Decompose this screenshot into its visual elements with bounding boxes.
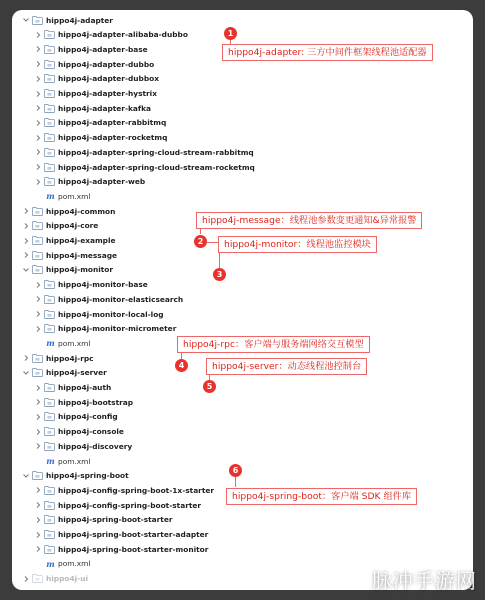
tree-file-row[interactable] <box>12 189 473 203</box>
chevron-right-icon[interactable] <box>22 574 30 584</box>
folder-icon <box>44 310 55 319</box>
tree-folder-row[interactable] <box>12 278 473 292</box>
tree-folder-row[interactable] <box>12 439 473 453</box>
folder-icon <box>44 383 55 392</box>
tree-folder-row[interactable] <box>12 322 473 336</box>
tree-item-label: hippo4j-config-spring-boot-1x-starter <box>58 485 215 495</box>
annotation-badge-5: 5 <box>203 380 216 393</box>
folder-icon <box>44 427 55 436</box>
annotation-badge-1: 1 <box>224 27 237 40</box>
folder-icon <box>44 89 55 98</box>
tree-folder-row[interactable] <box>12 28 473 42</box>
tree-folder-row[interactable] <box>12 145 473 159</box>
tree-item-label: hippo4j-adapter-spring-cloud-stream-rabbitmq <box>58 147 254 157</box>
folder-icon <box>44 486 55 495</box>
annotation-badge-3: 3 <box>213 268 226 281</box>
tree-folder-row[interactable] <box>12 175 473 189</box>
folder-icon <box>32 207 43 216</box>
chevron-right-icon[interactable] <box>34 441 42 451</box>
folder-icon <box>44 118 55 127</box>
folder-icon <box>32 471 43 480</box>
folder-icon <box>44 398 55 407</box>
tree-item-label: hippo4j-common <box>46 206 116 216</box>
tree-item-label: hippo4j-monitor-base <box>58 280 148 290</box>
maven-file-icon: m <box>46 191 55 202</box>
tree-item-label: pom.xml <box>58 559 91 569</box>
chevron-right-icon[interactable] <box>34 383 42 393</box>
folder-icon <box>44 545 55 554</box>
folder-icon <box>32 236 43 245</box>
tree-folder-row[interactable] <box>12 381 473 395</box>
tree-item-label: hippo4j-server <box>46 368 107 378</box>
folder-icon <box>44 148 55 157</box>
chevron-right-icon[interactable] <box>34 162 42 172</box>
tree-file-row[interactable] <box>12 454 473 468</box>
tree-spacer <box>34 191 42 201</box>
tree-spacer <box>34 559 42 569</box>
tree-item-label: hippo4j-monitor-elasticsearch <box>58 294 184 304</box>
tree-folder-row[interactable] <box>12 410 473 424</box>
tree-item-label: hippo4j-adapter-kafka <box>58 103 152 113</box>
chevron-right-icon[interactable] <box>34 530 42 540</box>
chevron-right-icon[interactable] <box>22 353 30 363</box>
annotation-box-6: hippo4j-spring-boot：客户端 SDK 组件库 <box>226 488 417 505</box>
tree-folder-row[interactable] <box>12 395 473 409</box>
tree-folder-row[interactable] <box>12 263 473 277</box>
tree-item-label: hippo4j-adapter <box>46 15 113 25</box>
tree-item-label: hippo4j-adapter-dubbo <box>58 59 155 69</box>
chevron-right-icon[interactable] <box>34 44 42 54</box>
folder-icon <box>44 74 55 83</box>
tree-item-label: hippo4j-console <box>58 427 124 437</box>
tree-spacer <box>34 338 42 348</box>
folder-icon <box>44 177 55 186</box>
annotation-connector-2 <box>200 228 201 234</box>
annotation-box-4: hippo4j-rpc：客户端与服务端网络交互模型 <box>177 336 370 353</box>
chevron-right-icon[interactable] <box>34 427 42 437</box>
annotation-box-3: hippo4j-monitor：线程池监控模块 <box>218 236 377 253</box>
folder-icon <box>32 574 43 583</box>
maven-file-icon: m <box>46 558 55 569</box>
folder-icon <box>44 60 55 69</box>
folder-icon <box>32 368 43 377</box>
chevron-down-icon[interactable] <box>22 368 30 378</box>
annotation-connector-6 <box>235 477 236 487</box>
chevron-right-icon[interactable] <box>34 89 42 99</box>
tree-item-label: hippo4j-adapter-base <box>58 44 148 54</box>
annotation-connector-4 <box>181 352 182 359</box>
folder-icon <box>44 324 55 333</box>
annotation-badge-4: 4 <box>175 359 188 372</box>
tree-item-label: hippo4j-adapter-hystrix <box>58 89 157 98</box>
chevron-right-icon[interactable] <box>34 59 42 69</box>
chevron-right-icon[interactable] <box>34 177 42 187</box>
folder-icon <box>44 515 55 524</box>
tree-item-label: hippo4j-adapter-dubbox <box>58 74 159 84</box>
tree-item-label: hippo4j-config-spring-boot-starter <box>58 500 202 510</box>
tree-folder-row[interactable] <box>12 13 473 27</box>
tree-folder-row[interactable] <box>12 72 473 86</box>
chevron-right-icon[interactable] <box>34 485 42 495</box>
chevron-right-icon[interactable] <box>34 544 42 554</box>
chevron-down-icon[interactable] <box>22 471 30 481</box>
tree-item-label: hippo4j-ui <box>46 574 88 584</box>
chevron-right-icon[interactable] <box>34 309 42 319</box>
chevron-right-icon[interactable] <box>34 147 42 157</box>
tree-item-label: hippo4j-discovery <box>58 441 133 451</box>
folder-icon <box>44 30 55 39</box>
maven-file-icon: m <box>46 338 55 349</box>
project-tree-panel <box>12 10 473 590</box>
annotation-box-1: hippo4j-adapter: 三方中间件框架线程池适配器 <box>222 44 433 61</box>
tree-folder-row[interactable] <box>12 116 473 130</box>
tree-item-label: hippo4j-config <box>58 412 118 422</box>
folder-icon <box>32 265 43 274</box>
chevron-right-icon[interactable] <box>34 103 42 113</box>
tree-folder-row[interactable] <box>12 307 473 321</box>
annotation-badge-2: 2 <box>194 235 207 248</box>
tree-item-label: hippo4j-adapter-alibaba-dubbo <box>58 30 188 40</box>
folder-icon <box>44 442 55 451</box>
chevron-right-icon[interactable] <box>34 294 42 304</box>
chevron-right-icon[interactable] <box>22 206 30 216</box>
folder-icon <box>44 104 55 113</box>
folder-icon <box>44 133 55 142</box>
folder-icon <box>44 501 55 510</box>
tree-folder-row[interactable] <box>12 542 473 556</box>
chevron-right-icon[interactable] <box>34 133 42 143</box>
chevron-down-icon[interactable] <box>22 265 30 275</box>
chevron-right-icon[interactable] <box>34 30 42 40</box>
tree-item-label: hippo4j-example <box>46 236 116 245</box>
tree-spacer <box>34 456 42 466</box>
annotation-box-2: hippo4j-message：线程池参数变更通知&异常报警 <box>196 212 422 229</box>
tree-item-label: hippo4j-adapter-spring-cloud-stream-rocketmq <box>58 162 255 172</box>
chevron-right-icon[interactable] <box>34 280 42 290</box>
chevron-right-icon[interactable] <box>34 74 42 84</box>
tree-item-label: pom.xml <box>58 191 91 201</box>
folder-icon <box>44 163 55 172</box>
tree-item-label: hippo4j-monitor-local-log <box>58 309 164 319</box>
tree-item-label: hippo4j-monitor <box>46 265 114 275</box>
annotation-box-5: hippo4j-server：动态线程池控制台 <box>206 358 367 375</box>
tree-item-label: hippo4j-message <box>46 250 117 260</box>
folder-icon <box>32 354 43 363</box>
tree-folder-row[interactable] <box>12 101 473 115</box>
tree-item-label: hippo4j-adapter-web <box>58 177 146 187</box>
chevron-right-icon[interactable] <box>34 500 42 510</box>
tree-item-label: hippo4j-monitor-micrometer <box>58 324 177 334</box>
tree-item-label: hippo4j-spring-boot <box>46 471 129 481</box>
tree-item-label: hippo4j-spring-boot-starter <box>58 515 173 525</box>
annotation-connector-3 <box>219 252 220 268</box>
folder-icon <box>32 221 43 230</box>
tree-item-label: hippo4j-spring-boot-starter-monitor <box>58 544 209 554</box>
tree-folder-row[interactable] <box>12 160 473 174</box>
tree-item-label: hippo4j-rpc <box>46 353 94 363</box>
chevron-right-icon[interactable] <box>34 412 42 422</box>
folder-icon <box>44 45 55 54</box>
folder-icon <box>32 16 43 25</box>
tree-item-label: hippo4j-adapter-rabbitmq <box>58 118 167 128</box>
chevron-right-icon[interactable] <box>34 515 42 525</box>
tree-item-label: pom.xml <box>58 456 91 466</box>
folder-icon <box>44 412 55 421</box>
chevron-right-icon[interactable] <box>22 236 30 246</box>
tree-folder-row[interactable] <box>12 528 473 542</box>
maven-file-icon: m <box>46 456 55 466</box>
tree-item-label: hippo4j-core <box>46 221 99 231</box>
folder-icon <box>44 530 55 539</box>
chevron-down-icon[interactable] <box>22 15 30 25</box>
tree-folder-row[interactable] <box>12 292 473 306</box>
tree-folder-row[interactable] <box>12 87 473 101</box>
tree-folder-row[interactable] <box>12 513 473 527</box>
watermark: 脉冲手游网 <box>372 569 477 593</box>
annotation-badge-6: 6 <box>229 464 242 477</box>
tree-folder-row[interactable] <box>12 469 473 483</box>
chevron-right-icon[interactable] <box>34 118 42 128</box>
tree-item-label: hippo4j-auth <box>58 383 112 392</box>
tree-item-label: hippo4j-spring-boot-starter-adapter <box>58 530 209 539</box>
tree-folder-row[interactable] <box>12 425 473 439</box>
chevron-right-icon[interactable] <box>22 221 30 231</box>
folder-icon <box>44 280 55 289</box>
tree-item-label: hippo4j-adapter-rocketmq <box>58 133 168 143</box>
folder-icon <box>32 251 43 260</box>
chevron-right-icon[interactable] <box>34 397 42 407</box>
tree-item-label: pom.xml <box>58 338 91 348</box>
tree-folder-row[interactable] <box>12 131 473 145</box>
folder-icon <box>44 295 55 304</box>
chevron-right-icon[interactable] <box>22 250 30 260</box>
tree-item-label: hippo4j-bootstrap <box>58 397 134 407</box>
chevron-right-icon[interactable] <box>34 324 42 334</box>
